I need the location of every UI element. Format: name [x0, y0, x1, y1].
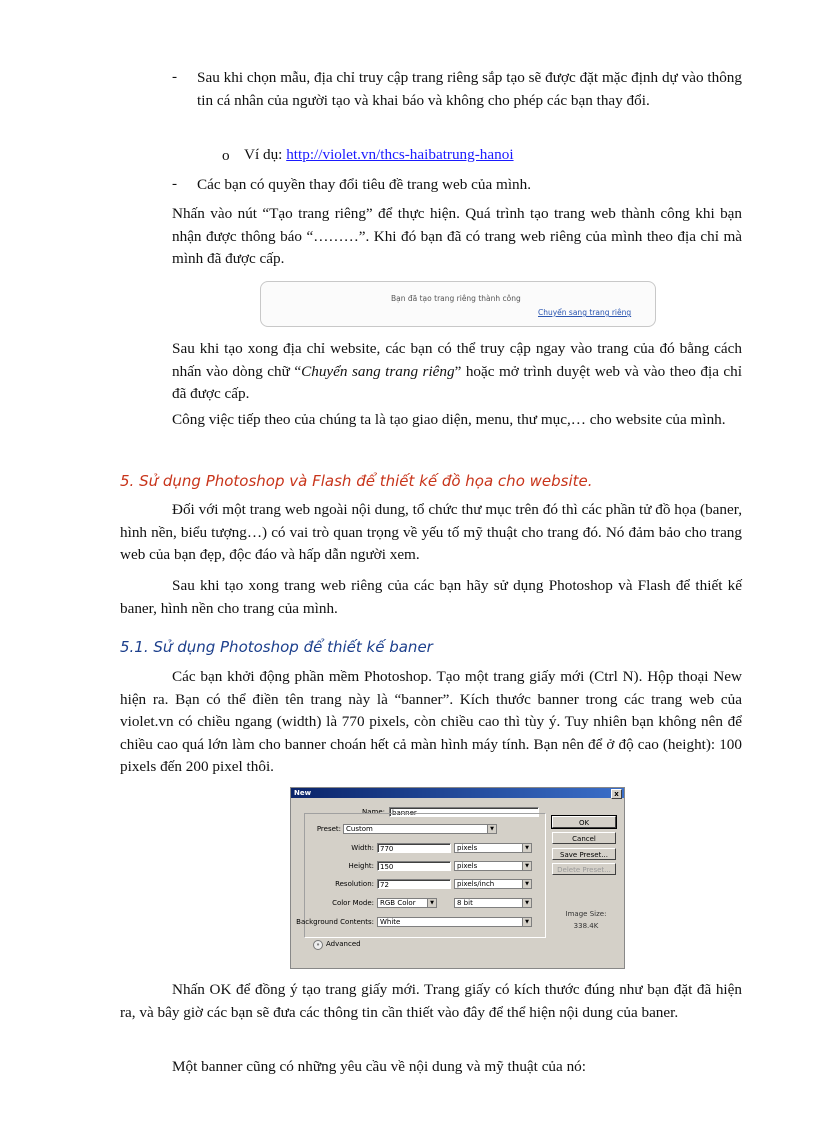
go-to-page-link[interactable]: Chuyển sang trang riêng: [538, 308, 632, 317]
new-document-dialog: [290, 787, 625, 969]
background-select[interactable]: [377, 917, 532, 927]
bullet-dash: -: [172, 175, 178, 192]
image-size-value: 338.4K: [573, 922, 599, 930]
paragraph: Các bạn khởi động phần mềm Photoshop. Tạo một trang giấy mới (Ctrl N). Hộp thoại New hiện ra. Bạn có thể điền tên trang này là “banner”. Kích thước banner trong các trang web của violet.vn có chiều ngang (width) là 770 pixels, còn chiều cao thì tùy ý. Tuy nhiên bạn không nên để chiều cao quá lớn làm cho banner choán hết cả màn hình máy tính. Bạn nên để ở độ cao (height): 100 pixels đến 200 pixel thôi.: [120, 668, 742, 775]
height-unit-select[interactable]: [454, 861, 532, 871]
advanced-toggle[interactable]: [313, 940, 361, 950]
bit-depth-select[interactable]: [454, 898, 532, 908]
color-mode-select[interactable]: [377, 898, 437, 908]
bullet-dash: -: [172, 68, 178, 85]
example-link[interactable]: http://violet.vn/thcs-haibatrung-hanoi: [286, 146, 514, 163]
paragraph: Sau khi tạo xong trang web riêng của các bạn hãy sử dụng Photoshop và Flash để thiết kế baner, hình nền cho trang của mình.: [120, 577, 742, 617]
subsection-heading: 5.1. Sử dụng Photoshop để thiết kế baner: [120, 638, 433, 656]
bullet-paragraph: Sau khi chọn mẫu, địa chỉ truy cập trang riêng sắp tạo sẽ được đặt mặc định dự vào thông tin cá nhân của người tạo và khai báo và không cho phép các bạn thay đổi.: [197, 69, 742, 109]
delete-preset-button[interactable]: Delete Preset...: [552, 863, 616, 875]
resolution-unit-select[interactable]: [454, 879, 532, 889]
preset-value: Custom: [346, 825, 373, 833]
para-italic: Chuyển sang trang riêng: [301, 362, 455, 380]
section-heading: 5. Sử dụng Photoshop và Flash để thiết kế đồ họa cho website.: [120, 472, 593, 490]
dialog-title: New: [294, 789, 312, 797]
chevron-down-icon: ▼: [522, 880, 531, 888]
chevron-down-icon: ▼: [522, 844, 531, 852]
advanced-label: Advanced: [326, 940, 361, 948]
ok-button[interactable]: OK: [552, 816, 616, 828]
save-preset-button[interactable]: Save Preset...: [552, 848, 616, 860]
height-unit-value: pixels: [457, 862, 478, 870]
background-value: White: [380, 918, 401, 926]
preset-label: Preset:: [316, 825, 341, 833]
chevron-down-icon: ▼: [522, 862, 531, 870]
notice-message: Bạn đã tạo trang riêng thành công: [391, 294, 521, 303]
bit-depth-value: 8 bit: [457, 899, 473, 907]
bullet-paragraph: Các bạn có quyền thay đổi tiêu đề trang web của mình.: [197, 176, 532, 193]
dialog-titlebar: [291, 788, 624, 798]
width-unit-select[interactable]: [454, 843, 532, 853]
paragraph: Nhấn OK để đồng ý tạo trang giấy mới. Trang giấy có kích thước đúng như bạn đặt đã hiện ra, và bây giờ các bạn sẽ đưa các thông tin cần thiết vào đây để thể hiện nội dung của baner.: [120, 981, 742, 1021]
close-icon[interactable]: x: [611, 789, 622, 799]
name-label: Name:: [361, 808, 385, 816]
image-size-label: Image Size:: [565, 910, 607, 918]
chevron-down-icon: ▼: [522, 899, 531, 907]
chevron-down-icon: ▼: [522, 918, 531, 926]
paragraph: [172, 338, 742, 406]
resolution-unit-value: pixels/inch: [457, 880, 495, 888]
name-input[interactable]: banner: [389, 807, 539, 817]
width-unit-value: pixels: [457, 844, 478, 852]
color-mode-value: RGB Color: [380, 899, 416, 907]
paragraph: Nhấn vào nút “Tạo trang riêng” để thực hiện. Quá trình tạo trang web thành công khi bạn nhận được thông báo “………”. Khi đó bạn đã có trang web riêng của mình theo địa chỉ mà mình đã được cấp.: [172, 205, 742, 267]
background-label: Background Contents:: [296, 918, 374, 926]
preset-select[interactable]: [343, 824, 497, 834]
height-label: Height:: [348, 862, 374, 870]
expand-chevron-icon: »: [313, 940, 323, 950]
cancel-button[interactable]: Cancel: [552, 832, 616, 844]
paragraph: Công việc tiếp theo của chúng ta là tạo giao diện, menu, thư mục,… cho website của mình.: [172, 411, 726, 428]
resolution-input[interactable]: 72: [377, 879, 451, 889]
chevron-down-icon: ▼: [487, 825, 496, 833]
para-text: ” hoặc mở trình duyệt web và vào theo địa chỉ đã được cấp.: [172, 362, 742, 402]
paragraph: Một banner cũng có những yêu cầu về nội dung và mỹ thuật của nó:: [172, 1058, 586, 1075]
example-line: [244, 144, 644, 167]
paragraph: Đối với một trang web ngoài nội dung, tổ chức thư mục trên đó thì các phần tử đồ họa (baner, hình nền, biểu tượng…) có vai trò quan trọng về yếu tố mỹ thuật cho trang đó. Nó đảm bảo cho trang web của bạn đẹp, độc đáo và hấp dẫn người xem.: [120, 501, 742, 563]
width-input[interactable]: 770: [377, 843, 451, 853]
image-size-info: [561, 908, 611, 932]
sub-bullet-marker: o: [222, 147, 230, 164]
para-text: Sau khi tạo xong địa chỉ website, các bạn có thể truy cập ngay vào trang của đó bằng cách nhấn vào dòng chữ “: [172, 340, 742, 380]
success-notice: [260, 281, 656, 327]
resolution-label: Resolution:: [335, 880, 374, 888]
height-input[interactable]: 150: [377, 861, 451, 871]
example-label: Ví dụ:: [244, 146, 283, 163]
width-label: Width:: [351, 844, 374, 852]
color-mode-label: Color Mode:: [332, 899, 374, 907]
chevron-down-icon: ▼: [427, 899, 436, 907]
